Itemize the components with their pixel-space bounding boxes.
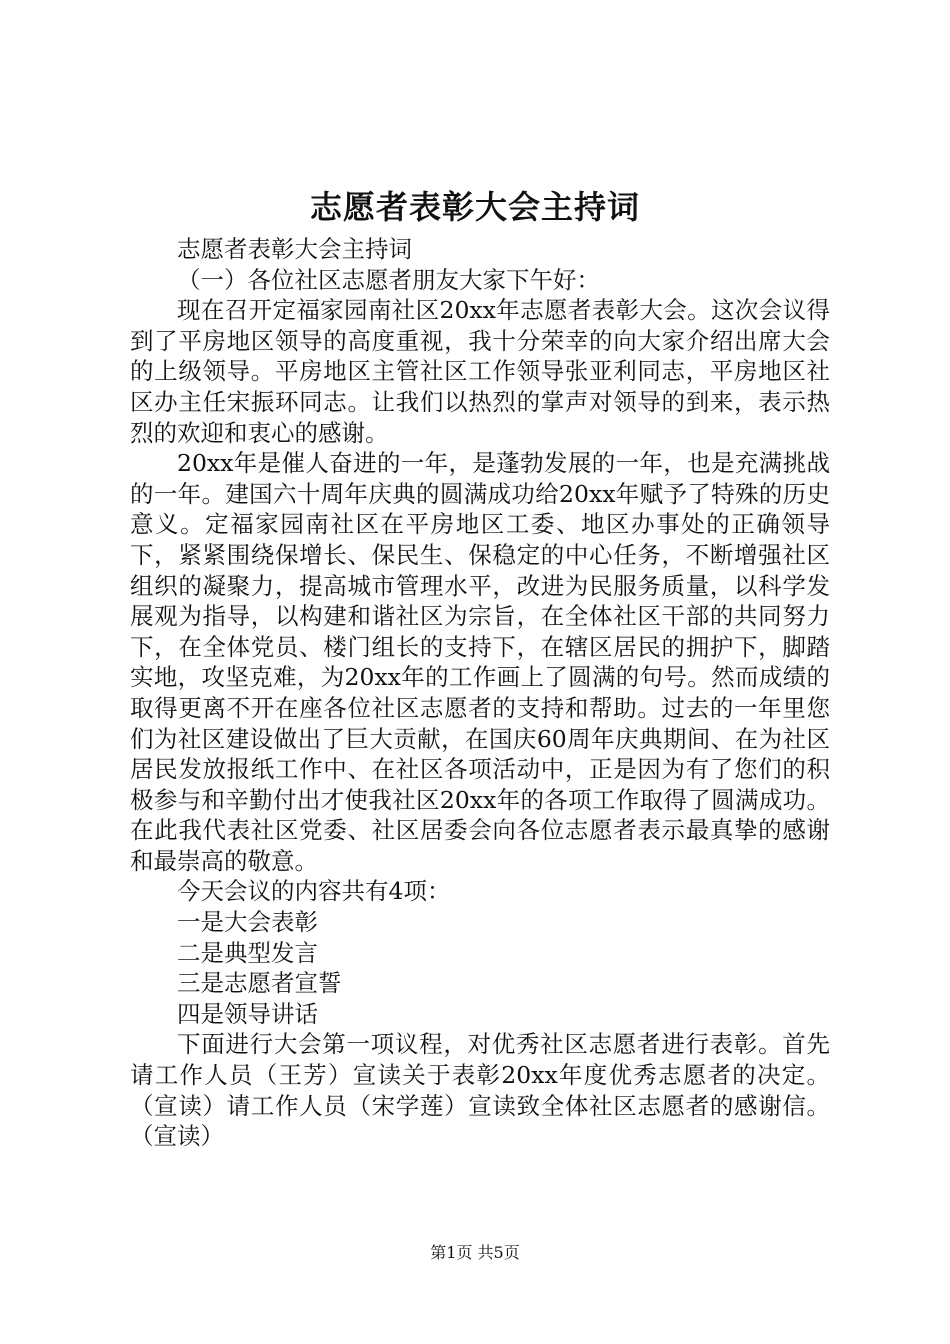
agenda-item-2: 二是典型发言 [177, 938, 318, 967]
agenda-item-1: 一是大会表彰 [177, 908, 318, 937]
paragraph-first-agenda: 下面进行大会第一项议程，对优秀社区志愿者进行表彰。首先请工作人员（王芳）宣读关于表彰20xx年度优秀志愿者的决定。（宣读）请工作人员（宋学莲）宣读致全体社区志愿者的感谢信。（宣读） [130, 1030, 830, 1151]
paragraph-heading: 志愿者表彰大会主持词 [177, 235, 412, 263]
agenda-item-4: 四是领导讲话 [177, 999, 318, 1028]
paragraph-greeting: （一）各位社区志愿者朋友大家下午好： [177, 265, 600, 294]
page-footer: 第1页 共5页 [430, 1243, 520, 1262]
document-title: 志愿者表彰大会主持词 [309, 188, 640, 226]
paragraph-review: 20xx年是催人奋进的一年，是蓬勃发展的一年，也是充满挑战的一年。建国六十周年庆典的圆满成功给20xx年赋予了特殊的历史意义。定福家园南社区在平房地区工委、地区办事处的正确领导下，紧紧围绕保增长、保民生、保稳定的中心任务，不断增强社区组织的凝聚力，提高城市管理水平，改进为民服务质量，以科学发展观为指导，以构建和谐社区为宗旨，在全体社区干部的共同努力下，在全体党员、楼门组长的支持下，在辖区居民的拥护下，脚踏实地，攻坚克难，为20xx年的工作画上了圆满的句号。然而成绩的取得更离不开在座各位社区志愿者的支持和帮助。过去的一年里您们为社区建设做出了巨大贡献，在国庆60周年庆典期间、在为社区居民发放报纸工作中、在社区各项活动中，正是因为有了您们的积极参与和辛勤付出才使我社区20xx年的各项工作取得了圆满成功。在此我代表社区党委、社区居委会向各位志愿者表示最真挚的感谢和最崇高的敬意。 [130, 449, 830, 875]
paragraph-opening: 现在召开定福家园南社区20xx年志愿者表彰大会。这次会议得到了平房地区领导的高度重视，我十分荣幸的向大家介绍出席大会的上级领导。平房地区主管社区工作领导张亚利同志，平房地区社区办主任宋振环同志。让我们以热烈的掌声对领导的到来，表示热烈的欢迎和衷心的感谢。 [130, 296, 830, 447]
paragraph-agenda-intro: 今天会议的内容共有4项： [177, 877, 451, 906]
document-body [130, 234, 830, 1152]
agenda-item-3: 三是志愿者宣誓 [177, 969, 342, 998]
